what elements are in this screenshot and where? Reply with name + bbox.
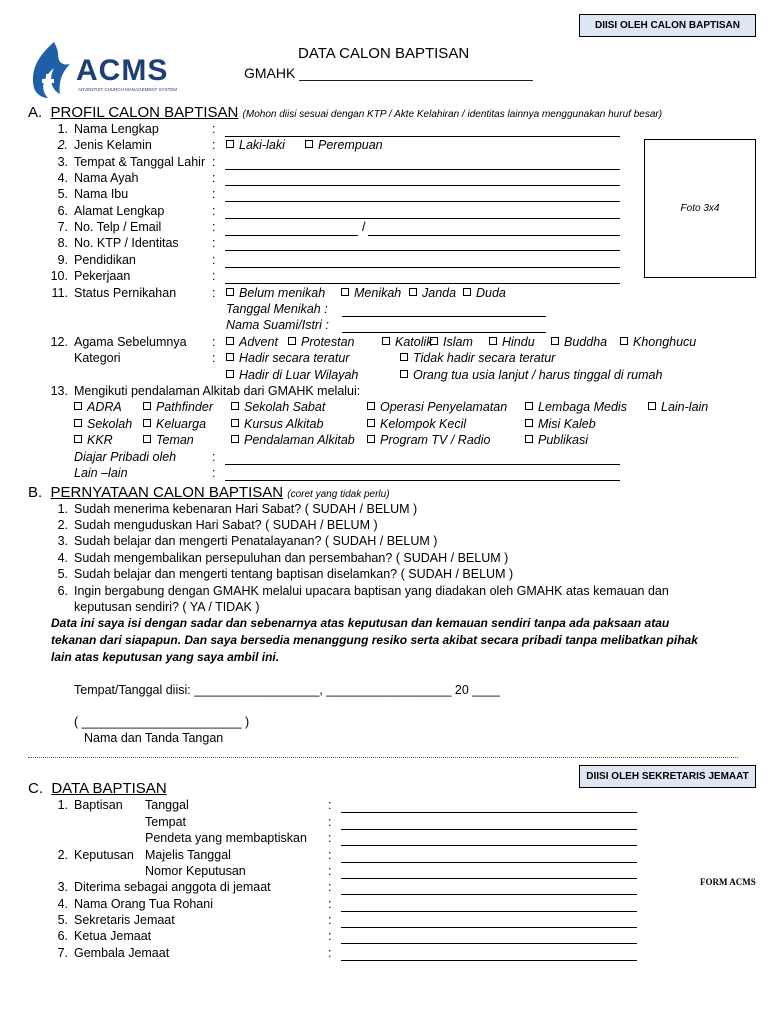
row-input[interactable]: [341, 878, 637, 879]
private-teacher-label: Diajar Pribadi oleh: [74, 450, 177, 464]
colon: :: [212, 236, 216, 250]
colon: :: [212, 171, 216, 185]
study-option[interactable]: Operasi Penyelamatan: [367, 400, 507, 414]
field-number: 11.: [51, 286, 68, 300]
row-number: 7.: [57, 946, 68, 960]
phone-email-separator: /: [362, 220, 366, 234]
others-label: Lain –lain: [74, 466, 128, 480]
statement-text: Sudah menguduskan Hari Sabat? ( SUDAH / BELUM ): [74, 518, 378, 532]
colon: :: [212, 269, 216, 283]
logo-flame-icon: [24, 40, 74, 100]
field-input[interactable]: [225, 169, 620, 170]
statement-text: Sudah belajar dan mengerti tentang baptisan diselamkan? ( SUDAH / BELUM ): [74, 567, 514, 581]
colon: :: [212, 466, 216, 480]
study-option[interactable]: KKR: [74, 433, 113, 447]
statement-text: Sudah menerima kebenaran Hari Sabat? ( SUDAH / BELUM ): [74, 502, 418, 516]
row-label: Gembala Jemaat: [74, 946, 170, 960]
colon: :: [212, 220, 216, 234]
religion-option[interactable]: Hindu: [489, 335, 535, 349]
study-option[interactable]: ADRA: [74, 400, 122, 414]
row-label: Nama Orang Tua Rohani: [74, 897, 213, 911]
signature-field[interactable]: ( _______________________ ): [74, 715, 250, 729]
field-input[interactable]: [225, 218, 620, 219]
marital-option-single[interactable]: Belum menikah: [226, 286, 325, 300]
colon: :: [328, 831, 332, 845]
statement-number: 5.: [57, 567, 68, 581]
field-label: Alamat Lengkap: [74, 204, 165, 218]
statement-6-continuation: keputusan sendiri? ( YA / TIDAK ): [74, 600, 260, 614]
colon: :: [212, 286, 216, 300]
field-number: 7.: [57, 220, 68, 234]
statement-number: 1.: [57, 502, 68, 516]
colon: :: [212, 204, 216, 218]
colon: :: [212, 122, 216, 136]
religion-option[interactable]: Khonghucu: [620, 335, 696, 349]
private-teacher-input[interactable]: [225, 464, 620, 465]
field-input[interactable]: [225, 283, 620, 284]
fill-by-secretary-badge: DIISI OLEH SEKRETARIS JEMAAT: [579, 765, 756, 788]
marital-option-married[interactable]: Menikah: [341, 286, 401, 300]
study-option[interactable]: Program TV / Radio: [367, 433, 490, 447]
field-input[interactable]: [225, 250, 620, 251]
colon: :: [328, 913, 332, 927]
study-option[interactable]: Misi Kaleb: [525, 417, 596, 431]
section-divider: [28, 757, 738, 758]
statement-text: Sudah belajar dan mengerti Penatalayanan? ( SUDAH / BELUM ): [74, 534, 438, 548]
field-input[interactable]: [225, 136, 620, 137]
field-label: No. KTP / Identitas: [74, 236, 179, 250]
colon: :: [328, 880, 332, 894]
row-sublabel: Nomor Keputusan: [145, 864, 246, 878]
field-number: 2.: [57, 138, 68, 152]
study-option[interactable]: Sekolah Sabat: [231, 400, 325, 414]
section-a-note: (Mohon diisi sesuai dengan KTP / Akte Kelahiran / identitas lainnya menggunakan huruf besar): [242, 109, 663, 120]
statement-number: 6.: [57, 584, 68, 598]
field-label: Nama Ayah: [74, 171, 139, 185]
colon: :: [212, 253, 216, 267]
colon: :: [328, 864, 332, 878]
declaration-line-1: Data ini saya isi dengan sadar dan sebenarnya atas keputusan dan kemauan sendiri tanpa ada paksaan atau: [51, 616, 670, 630]
religion-option[interactable]: Buddha: [551, 335, 607, 349]
row-input[interactable]: [341, 829, 637, 830]
field-label: Nama Ibu: [74, 187, 129, 201]
religion-option[interactable]: Islam: [430, 335, 473, 349]
section-b-note: (coret yang tidak perlu): [287, 489, 390, 500]
field-label: Pekerjaan: [74, 269, 131, 283]
colon: :: [328, 929, 332, 943]
study-option[interactable]: Lembaga Medis: [525, 400, 627, 414]
declaration-line-3: lain atas keputusan yang saya ambil ini.: [51, 650, 280, 664]
colon: :: [328, 897, 332, 911]
field-input[interactable]: [225, 267, 620, 268]
row-number: 4.: [57, 897, 68, 911]
field-number: 4.: [57, 171, 68, 185]
photo-label: Foto 3x4: [680, 203, 720, 214]
statement-text: Sudah mengembalikan persepuluhan dan persembahan? ( SUDAH / BELUM ): [74, 551, 509, 565]
marital-option-widower[interactable]: Duda: [463, 286, 506, 300]
field-label: Jenis Kelamin: [74, 138, 152, 152]
row-input[interactable]: [341, 911, 637, 912]
colon: :: [328, 848, 332, 862]
gmahk-field[interactable]: GMAHK ______________________________: [244, 65, 533, 81]
colon: :: [328, 798, 332, 812]
row-label: Diterima sebagai anggota di jemaat: [74, 880, 271, 894]
field-number: 12.: [50, 335, 68, 349]
marital-option-widow[interactable]: Janda: [409, 286, 456, 300]
field-label: Tempat & Tanggal Lahir: [74, 155, 206, 169]
spouse-name-label: Nama Suami/Istri :: [226, 318, 329, 332]
row-number: 5.: [57, 913, 68, 927]
signature-label: Nama dan Tanda Tangan: [84, 731, 224, 745]
statement-number: 2.: [57, 518, 68, 532]
colon: :: [212, 335, 216, 349]
field-label: Pendidikan: [74, 253, 136, 267]
colon: :: [212, 155, 216, 169]
colon: :: [328, 815, 332, 829]
field-input[interactable]: [225, 201, 620, 202]
row-input[interactable]: [341, 845, 637, 846]
row-input[interactable]: [341, 960, 637, 961]
field-label: Status Pernikahan: [74, 286, 177, 300]
form-title: DATA CALON BAPTISAN: [298, 45, 470, 62]
study-option[interactable]: Pendalaman Alkitab: [231, 433, 355, 447]
email-input[interactable]: [368, 235, 620, 236]
field-number: 3.: [57, 155, 68, 169]
row-label: Keputusan: [74, 848, 134, 862]
spouse-name-input[interactable]: [342, 332, 546, 333]
declaration-line-2: tekanan dari siapapun. Dan saya bersedia menanggung resiko serta akibat secara pribadi tanpa melibatkan pihak: [51, 633, 698, 647]
row-sublabel: Tanggal: [145, 798, 189, 812]
row-sublabel: Tempat: [145, 815, 186, 829]
form-code: FORM ACMS: [700, 877, 756, 887]
gender-option-female[interactable]: Perempuan: [305, 138, 383, 152]
field-number: 6.: [57, 204, 68, 218]
row-label: Baptisan: [74, 798, 123, 812]
statement-number: 3.: [57, 534, 68, 548]
study-option[interactable]: Lain-lain: [648, 400, 708, 414]
q13-text: Mengikuti pendalaman Alkitab dari GMAHK melalui:: [74, 384, 361, 398]
colon: :: [328, 946, 332, 960]
study-option[interactable]: Kelompok Kecil: [367, 417, 466, 431]
row-number: 1.: [57, 798, 68, 812]
gender-option-male[interactable]: Laki-laki: [226, 138, 285, 152]
field-label: No. Telp / Email: [74, 220, 162, 234]
field-label: Agama Sebelumnya: [74, 335, 187, 349]
others-input[interactable]: [225, 480, 620, 481]
row-label: Sekretaris Jemaat: [74, 913, 175, 927]
section-a-heading: A. PROFIL CALON BAPTISAN (Mohon diisi sesuai dengan KTP / Akte Kelahiran / identitas lainnya menggunakan huruf besar): [28, 104, 663, 121]
marriage-date-label: Tanggal Menikah :: [226, 302, 328, 316]
section-b-heading: B. PERNYATAAN CALON BAPTISAN (coret yang tidak perlu): [28, 484, 390, 501]
category-option-irregular[interactable]: Tidak hadir secara teratur: [400, 351, 555, 365]
colon: :: [212, 138, 216, 152]
row-input[interactable]: [341, 812, 637, 813]
q13-number: 13.: [50, 384, 68, 398]
row-number: 3.: [57, 880, 68, 894]
field-number: 10.: [50, 269, 68, 283]
category-label: Kategori: [74, 351, 121, 365]
row-number: 6.: [57, 929, 68, 943]
place-date-field[interactable]: Tempat/Tanggal diisi: __________________, __________________ 20 ____: [74, 683, 501, 697]
study-option[interactable]: Kursus Alkitab: [231, 417, 323, 431]
religion-option[interactable]: Protestan: [288, 335, 355, 349]
row-input[interactable]: [341, 862, 637, 863]
study-option[interactable]: Keluarga: [143, 417, 206, 431]
category-option-regular[interactable]: Hadir secara teratur: [226, 351, 349, 365]
field-input[interactable]: [225, 185, 620, 186]
photo-box[interactable]: [644, 139, 756, 278]
category-option-elderly[interactable]: Orang tua usia lanjut / harus tinggal di rumah: [400, 368, 662, 382]
row-sublabel: Majelis Tanggal: [145, 848, 231, 862]
statement-text: Ingin bergabung dengan GMAHK melalui upacara baptisan yang diadakan oleh GMAHK atas kemauan dan: [74, 584, 669, 598]
acms-logo: [24, 40, 194, 100]
section-c-heading: C. DATA BAPTISAN: [28, 780, 167, 797]
colon: :: [212, 351, 216, 365]
study-option[interactable]: Publikasi: [525, 433, 588, 447]
row-input[interactable]: [341, 894, 637, 895]
row-input[interactable]: [341, 927, 637, 928]
row-number: 2.: [57, 848, 68, 862]
field-number: 8.: [57, 236, 68, 250]
religion-option[interactable]: Katolik: [382, 335, 433, 349]
phone-input[interactable]: [225, 235, 358, 236]
field-number: 9.: [57, 253, 68, 267]
row-input[interactable]: [341, 943, 637, 944]
religion-option[interactable]: Advent: [226, 335, 278, 349]
row-sublabel: Pendeta yang membaptiskan: [145, 831, 307, 845]
study-option[interactable]: Teman: [143, 433, 194, 447]
colon: :: [212, 450, 216, 464]
fill-by-candidate-badge: DIISI OLEH CALON BAPTISAN: [579, 14, 756, 37]
row-label: Ketua Jemaat: [74, 929, 152, 943]
study-option[interactable]: Sekolah: [74, 417, 132, 431]
field-label: Nama Lengkap: [74, 122, 159, 136]
marriage-date-input[interactable]: [342, 316, 546, 317]
category-option-outside[interactable]: Hadir di Luar Wilayah: [226, 368, 358, 382]
study-option[interactable]: Pathfinder: [143, 400, 213, 414]
statement-number: 4.: [57, 551, 68, 565]
colon: :: [212, 187, 216, 201]
logo-tagline: ADVENTIST CHURCH MANAGEMENT SYSTEM: [78, 87, 178, 92]
logo-name: ACMS: [76, 54, 169, 87]
field-number: 5.: [57, 187, 68, 201]
field-number: 1.: [57, 122, 68, 136]
